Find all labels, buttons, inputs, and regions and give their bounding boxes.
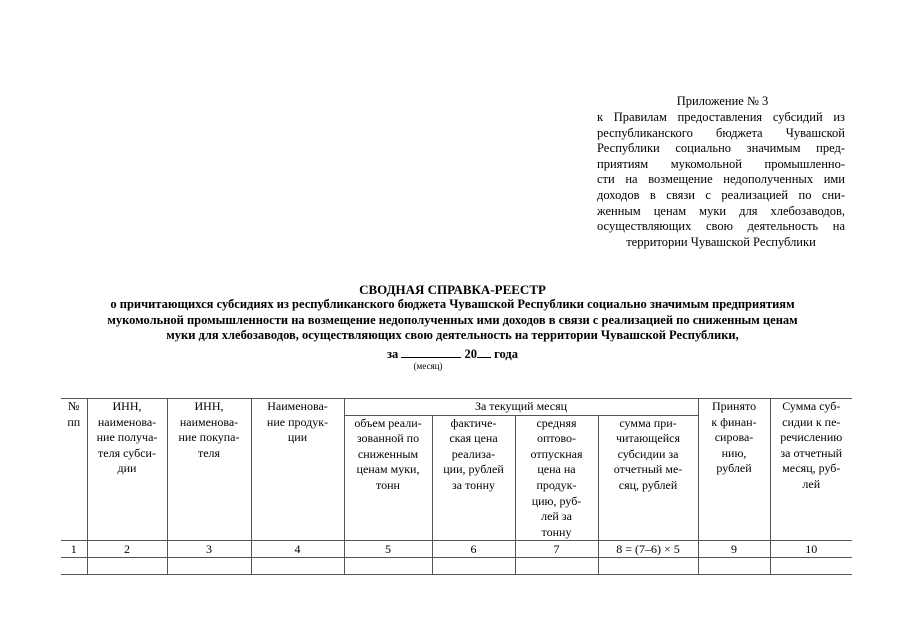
empty-cell[interactable] bbox=[251, 558, 344, 575]
header-transfer-sum: Сумма суб- сидии к пе- речислению за отчетный месяц, руб- лей bbox=[770, 399, 852, 541]
document-subtitle bbox=[0, 297, 905, 344]
column-number: 8 = (7–6) × 5 bbox=[598, 541, 698, 558]
column-number: 3 bbox=[167, 541, 251, 558]
period-suffix: года bbox=[494, 347, 518, 361]
column-number: 4 bbox=[251, 541, 344, 558]
appendix-line: осуществляющих свою деятельность на bbox=[597, 219, 845, 234]
year-prefix: 20 bbox=[464, 347, 478, 361]
appendix-line: приятиям мукомольной промышленно- bbox=[597, 156, 845, 171]
empty-cell[interactable] bbox=[770, 558, 852, 575]
empty-cell[interactable] bbox=[698, 558, 770, 575]
column-number: 9 bbox=[698, 541, 770, 558]
appendix-line: женным ценам муки для хлебозаводов, bbox=[597, 203, 845, 218]
column-number: 1 bbox=[61, 541, 87, 558]
column-number: 10 bbox=[770, 541, 852, 558]
empty-cell[interactable] bbox=[87, 558, 167, 575]
period-line bbox=[0, 346, 905, 362]
subtitle-line: о причитающихся субсидиях из республиканского бюджета Чувашской Республики социально значимым предприятиям bbox=[110, 297, 795, 311]
subtitle-line: мукомольной промышленности на возмещение недополученных ими доходов в связи с реализацией по сниженным ценам bbox=[107, 312, 798, 327]
header-accepted: Принято к финан- сирова- нию, рублей bbox=[698, 399, 770, 541]
empty-cell[interactable] bbox=[344, 558, 432, 575]
period-prefix: за bbox=[387, 347, 399, 361]
month-blank bbox=[401, 346, 461, 358]
empty-cell[interactable] bbox=[432, 558, 515, 575]
month-caption: (месяц) bbox=[413, 361, 443, 371]
document-title: СВОДНАЯ СПРАВКА-РЕЕСТР bbox=[359, 282, 546, 297]
header-subsidy-sum: сумма при- читающейся субсидии за отчетный ме- сяц, рублей bbox=[598, 415, 698, 541]
empty-cell[interactable] bbox=[61, 558, 87, 575]
subtitle-line: муки для хлебозаводов, осуществляющих свою деятельность на территории Чувашской Республики, bbox=[166, 328, 739, 343]
column-number: 5 bbox=[344, 541, 432, 558]
header-volume: объем реали- зованной по сниженным ценам муки, тонн bbox=[344, 415, 432, 541]
appendix-title: Приложение № 3 bbox=[676, 94, 769, 108]
header-recipient: ИНН, наименова- ние получа- теля субси- дии bbox=[87, 399, 167, 541]
column-number: 6 bbox=[432, 541, 515, 558]
column-number: 2 bbox=[87, 541, 167, 558]
appendix-line: территории Чувашской Республики bbox=[626, 234, 816, 249]
appendix-line: сти на возмещение недополученных ими bbox=[597, 172, 845, 187]
column-number: 7 bbox=[515, 541, 598, 558]
appendix-line: к Правилам предоставления субсидий из bbox=[597, 110, 845, 124]
empty-cell[interactable] bbox=[598, 558, 698, 575]
appendix-line: республиканского бюджета Чувашской bbox=[597, 125, 845, 140]
appendix-line: Республики социально значимым пред- bbox=[597, 141, 845, 156]
registry-table bbox=[61, 398, 852, 575]
empty-cell[interactable] bbox=[167, 558, 251, 575]
appendix-text bbox=[597, 110, 845, 250]
header-current-month: За текущий месяц bbox=[344, 399, 698, 416]
year-blank bbox=[477, 346, 491, 358]
header-row-number: № пп bbox=[61, 399, 87, 541]
header-buyer: ИНН, наименова- ние покупа- теля bbox=[167, 399, 251, 541]
empty-cell[interactable] bbox=[515, 558, 598, 575]
appendix-line: доходов в связи с реализацией по сни- bbox=[597, 187, 845, 202]
header-product: Наименова- ние продук- ции bbox=[251, 399, 344, 541]
header-actual-price: фактиче- ская цена реализа- ции, рублей за тонну bbox=[432, 415, 515, 541]
header-wholesale-price: средняя оптово- отпускная цена на продук- цию, руб- лей за тонну bbox=[515, 415, 598, 541]
